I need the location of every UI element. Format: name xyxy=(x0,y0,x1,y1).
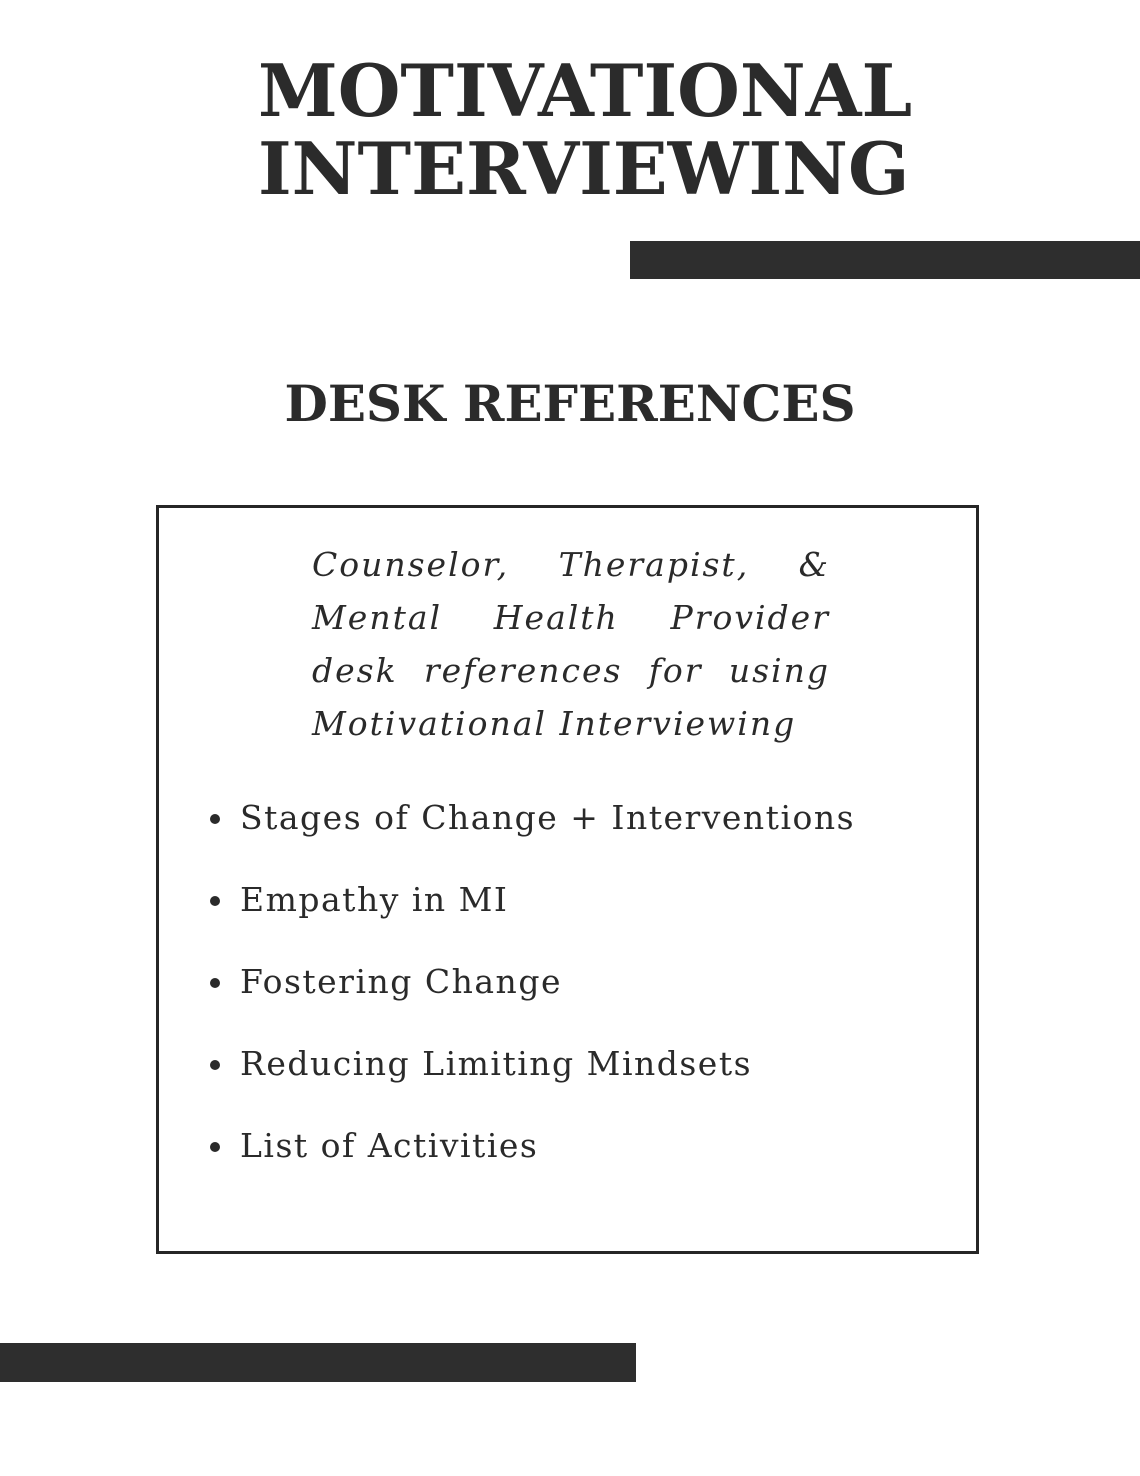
title-line-2: INTERVIEWING xyxy=(258,126,910,211)
list-item-text: Reducing Limiting Mindsets xyxy=(240,1044,753,1083)
document-subtitle xyxy=(0,372,1140,436)
list-item xyxy=(206,1042,855,1086)
list-item-text: Fostering Change xyxy=(240,962,562,1001)
bullet-icon xyxy=(210,1060,220,1070)
list-item-text: Stages of Change + Interventions xyxy=(240,798,856,837)
topic-list xyxy=(206,796,855,1206)
list-item xyxy=(206,1124,855,1168)
list-item xyxy=(206,878,855,922)
bottom-accent-bar xyxy=(0,1343,636,1382)
list-item xyxy=(206,796,855,840)
title-line-1: MOTIVATIONAL xyxy=(258,48,913,133)
document-title xyxy=(258,48,913,211)
bullet-icon xyxy=(210,814,220,824)
bullet-icon xyxy=(210,896,220,906)
top-accent-bar xyxy=(630,241,1140,279)
bullet-icon xyxy=(210,978,220,988)
bullet-icon xyxy=(210,1142,220,1152)
list-item-text: Empathy in MI xyxy=(240,880,509,919)
intro-paragraph: Counselor, Therapist, & Mental Health Provider desk references for using Motivational Interviewing xyxy=(312,545,830,743)
content-box xyxy=(156,505,979,1254)
list-item xyxy=(206,960,855,1004)
list-item-text: List of Activities xyxy=(240,1126,539,1165)
subtitle-text: DESK REFERENCES xyxy=(284,374,856,433)
